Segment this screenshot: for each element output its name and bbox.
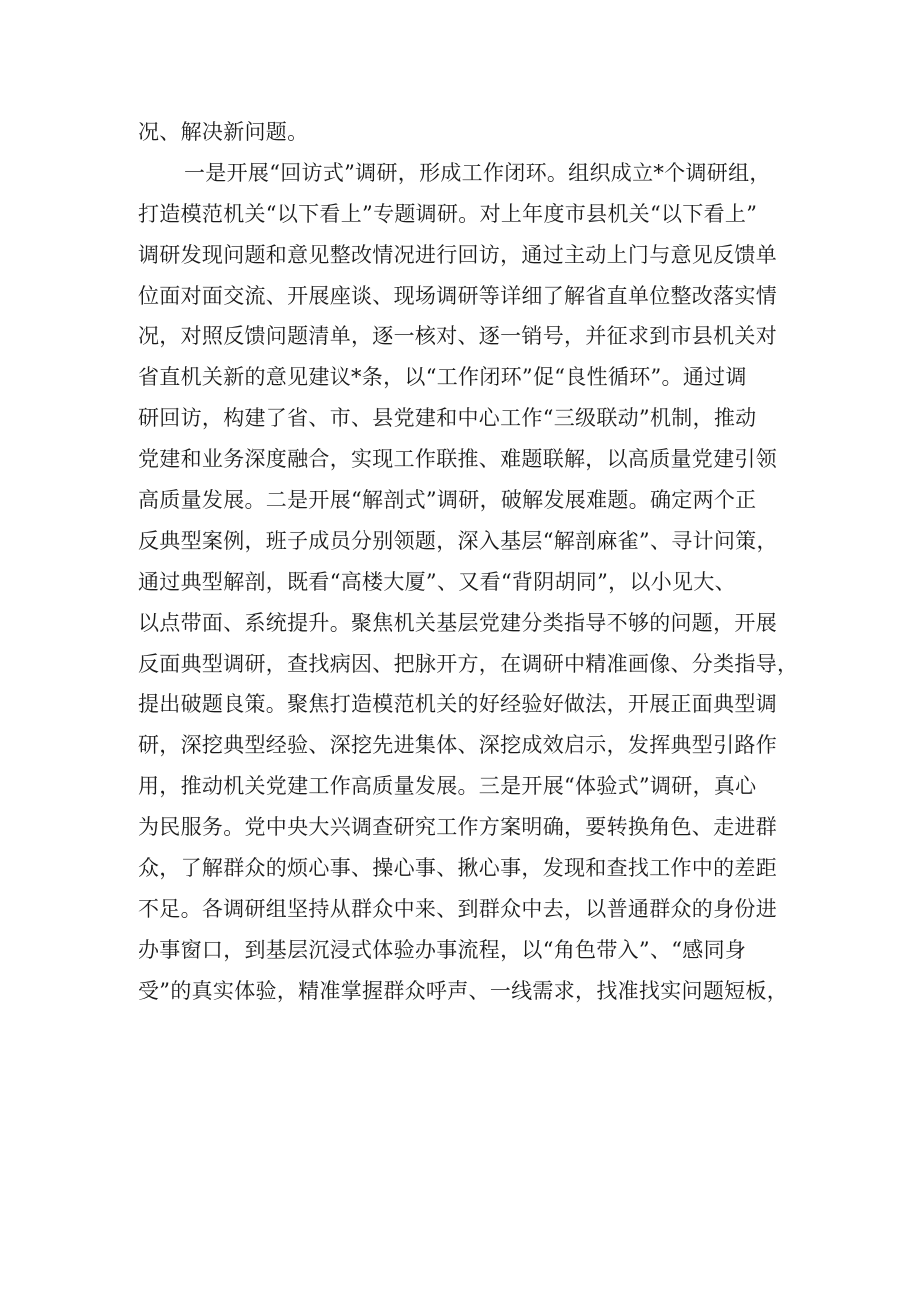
text-line: 研，深挖典型经验、深挖先进集体、深挖成效启示，发挥典型引路作 [138,733,777,758]
text-line: 打造模范机关“以下看上”专题调研。对上年度市县机关“以下看上” [138,201,758,226]
text-line: 党建和业务深度融合，实现工作联推、难题联解，以高质量党建引领 [138,447,777,472]
text-line: 省直机关新的意见建议*条，以“工作闭环”促“良性循环”。通过调 [138,365,747,390]
text-line: 办事窗口，到基层沉浸式体验办事流程，以“角色带入”、“感同身 [138,937,747,962]
text-line: 研回访，构建了省、市、县党建和中心工作“三级联动”机制，推动 [138,406,757,431]
text-line: 不足。各调研组坚持从群众中来、到群众中去，以普通群众的身份进 [138,896,777,921]
text-line: 提出破题良策。聚焦打造模范机关的好经验好做法，开展正面典型调 [138,692,777,717]
body-text [138,112,798,1012]
text-line: 况，对照反馈问题清单，逐一核对、逐一销号，并征求到市县机关对 [138,324,777,349]
text-line: 调研发现问题和意见整改情况进行回访，通过主动上门与意见反馈单 [138,242,777,267]
text-line: 以点带面、系统提升。聚焦机关基层党建分类指导不够的问题，开展 [138,610,777,635]
text-line: 众，了解群众的烦心事、操心事、揪心事，发现和查找工作中的差距 [138,856,777,881]
text-line: 况、解决新问题。 [138,120,309,144]
text-line: 高质量发展。二是开展“解剖式”调研，破解发展难题。确定两个正 [138,488,757,513]
text-line: 用，推动机关党建工作高质量发展。三是开展“体验式”调研，真心 [138,774,757,799]
text-line: 反典型案例，班子成员分别领题，深入基层“解剖麻雀”、寻计问策， [138,528,778,553]
text-line: 受”的真实体验，精准掌握群众呼声、一线需求，找准找实问题短板， [138,978,789,1003]
paragraph-first-line: 一是开展“回访式”调研，形成工作闭环。组织成立*个调研组， [184,160,771,185]
text-line: 为民服务。党中央大兴调查研究工作方案明确，要转换角色、走进群 [138,815,777,840]
text-line: 通过典型解剖，既看“高楼大厦”、又看“背阴胡同”，以小见大、 [138,569,736,594]
text-line: 位面对面交流、开展座谈、现场调研等详细了解省直单位整改落实情 [138,283,777,308]
text-line: 反面典型调研，查找病因、把脉开方，在调研中精准画像、分类指导， [138,651,799,676]
